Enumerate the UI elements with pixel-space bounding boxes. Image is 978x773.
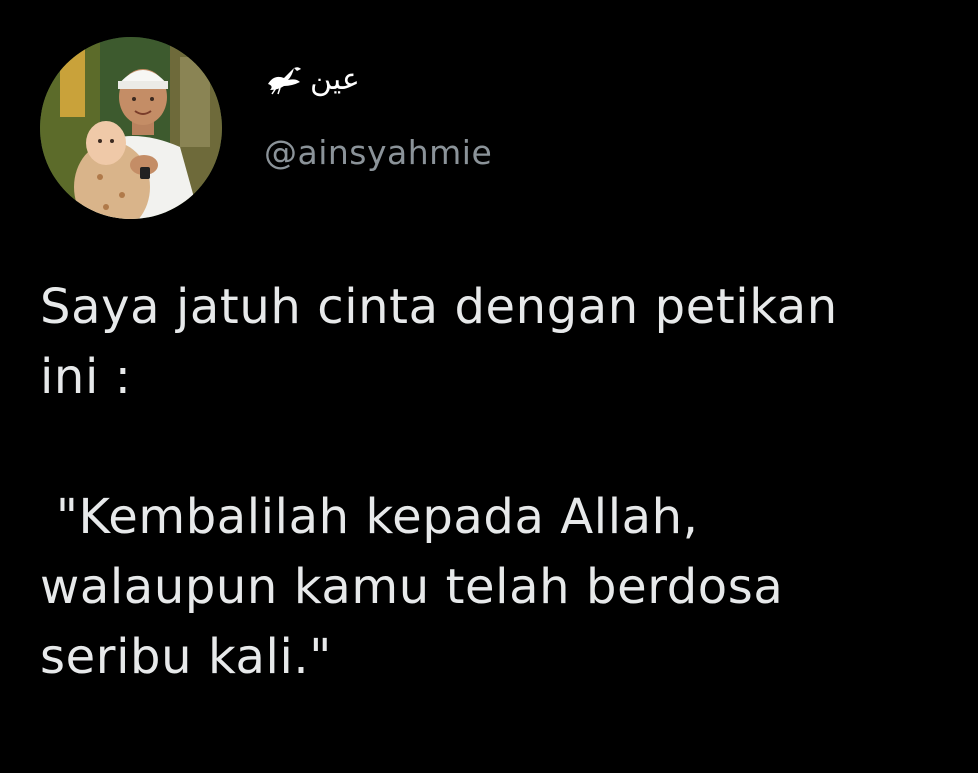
author-names (264, 37, 492, 219)
handle[interactable]: @ainsyahmie (264, 133, 493, 172)
avatar[interactable] (40, 37, 222, 219)
tweet-text: Saya jatuh cinta dengan petikan ini : "Kembalilah kepada Allah, walaupun kamu telah berdosa seribu kali." (40, 279, 838, 685)
tweet-header (40, 37, 492, 219)
display-name-text: عين (310, 62, 360, 97)
avatar-photo (40, 37, 222, 219)
dove-icon (264, 64, 304, 96)
display-name[interactable] (264, 62, 492, 97)
